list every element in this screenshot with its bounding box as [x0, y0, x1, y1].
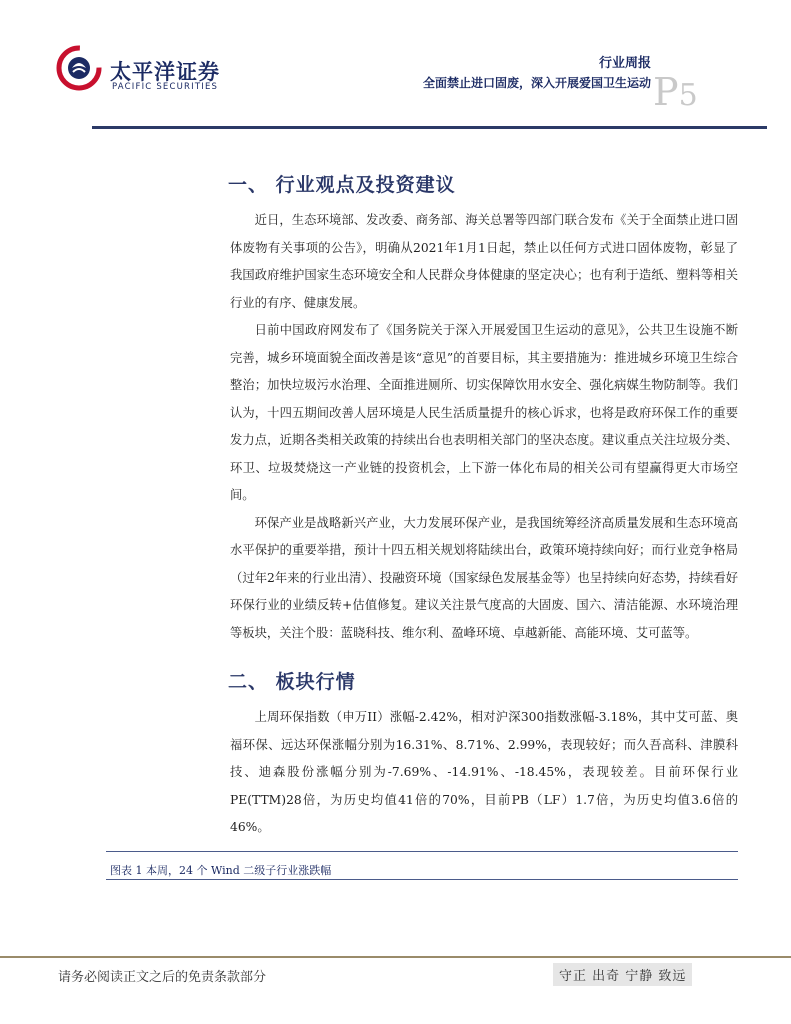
paragraph: 环保产业是战略新兴产业，大力发展环保产业，是我国统筹经济高质量发展和生态环境高水平保护的重要举措，预计十四五相关规划将陆续出台，政策环境持续向好；而行业竞争格局（过年2年来的行业出清）、投融资环境（国家绿色发展基金等）也呈持续向好态势，持续看好环保行业的业绩反转+估值修复。建议关注景气度高的大固废、国六、清洁能源、水环境治理等板块，关注个股：蓝晓科技、维尔利、盈峰环境、卓越新能、高能环境、艾可蓝等。: [230, 515, 738, 640]
caption-bottom-rule: [106, 879, 738, 880]
page-digit: 5: [678, 78, 698, 113]
footer-divider: [0, 956, 791, 958]
section-heading: 二、 板块行情: [228, 671, 356, 693]
pacific-securities-logo: [55, 44, 103, 92]
main-content: [230, 170, 738, 842]
paragraph: 日前中国政府网发布了《国务院关于深入开展爱国卫生运动的意见》，公共卫生设施不断完善，城乡环境面貌全面改善是该“意见”的首要目标，其主要措施为：推进城乡环境卫生综合整治；加快垃圾污水治理、全面推进厕所、切实保障饮用水安全、强化病媒生物防制等。我们认为，十四五期间改善人居环境是人民生活质量提升的核心诉求，也将是政府环保工作的重要发力点，近期各类相关政策的持续出台也表明相关部门的坚决态度。建议重点关注垃圾分类、环卫、垃圾焚烧这一产业链的投资机会，上下游一体化布局的相关公司有望赢得更大市场空间。: [230, 323, 738, 502]
paragraph: 近日，生态环境部、发改委、商务部、海关总署等四部门联合发布《关于全面禁止进口固体废物有关事项的公告》，明确从2021年1月1日起，禁止以任何方式进口固体废物，彰显了我国政府维护国家生态环境安全和人民群众身体健康的坚定决心；也有利于造纸、塑料等相关行业的有序、健康发展。: [230, 213, 738, 310]
logo-chinese-name: 太平洋证券: [110, 60, 220, 84]
logo-english-name: PACIFIC SECURITIES: [112, 82, 219, 92]
header-divider: [92, 126, 767, 129]
page-number: [653, 70, 698, 114]
section-heading: 一、 行业观点及投资建议: [228, 174, 456, 196]
page-letter: P: [653, 70, 679, 114]
figure-caption: 图表 1 本周，24 个 Wind 二级子行业涨跌幅: [110, 864, 332, 877]
disclaimer-note: 请务必阅读正文之后的免责条款部分: [58, 970, 267, 985]
caption-top-rule: [106, 851, 738, 852]
report-type: 行业周报: [598, 56, 651, 71]
company-motto: 守正 出奇 宁静 致远: [553, 963, 692, 986]
page-header: [0, 0, 791, 130]
paragraph: 上周环保指数（申万II）涨幅-2.42%，相对沪深300指数涨幅-3.18%，其中艾可蓝、奥福环保、远达环保涨幅分别为16.31%、8.71%、2.99%，表现较好；而久吾高科、津膜科技、迪森股份涨幅分别为-7.69%、-14.91%、-18.45%，表现较差。目前环保行业PE(TTM)28倍，为历史均值41倍的70%，目前PB（LF）1.7倍，为历史均值3.6倍的46%。: [230, 710, 738, 834]
report-title: 全面禁止进口固废，深入开展爱国卫生运动: [422, 76, 651, 90]
